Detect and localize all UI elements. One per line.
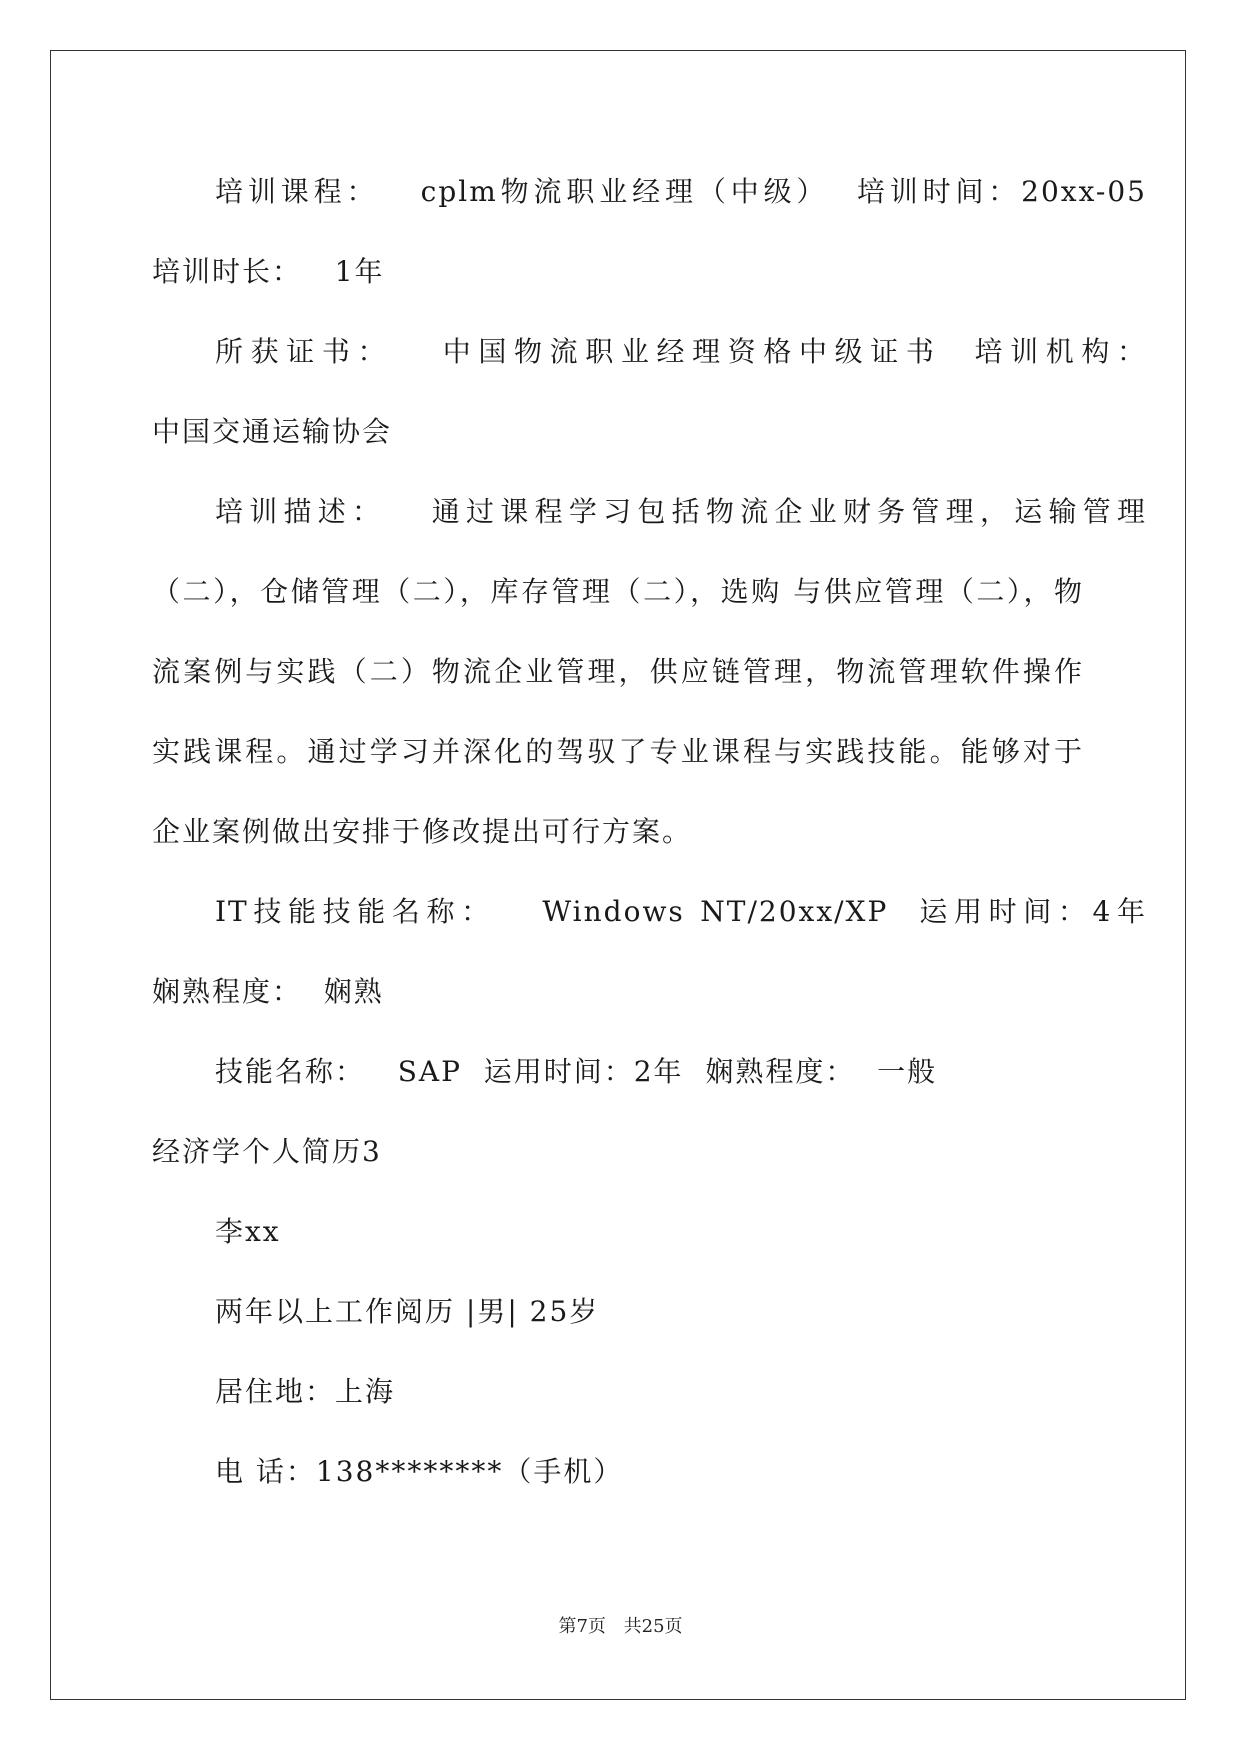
training-course-line: 培训课程： cplm物流职业经理（中级） 培训时间：20xx-05	[215, 175, 1147, 208]
section-heading: 经济学个人简历3	[152, 1135, 382, 1168]
candidate-name: 李xx	[215, 1215, 281, 1248]
training-description-line: 企业案例做出安排于修改提出可行方案。	[152, 815, 693, 848]
training-description-line: 实践课程。通过学习并深化的驾驭了专业课程与实践技能。能够对于	[152, 735, 1084, 768]
page-number: 第7页	[558, 1616, 606, 1637]
training-description-line: 培训描述： 通过课程学习包括物流企业财务管理，运输管理	[215, 495, 1147, 528]
phone-line: 电 话：138********（手机）	[215, 1455, 624, 1488]
it-skill-line: IT技能技能名称： Windows NT/20xx/XP 运用时间：4年	[215, 895, 1147, 928]
residence-line: 居住地：上海	[215, 1375, 396, 1408]
certificate-line: 所获证书： 中国物流职业经理资格中级证书 培训机构：	[215, 335, 1147, 368]
proficiency-line: 娴熟程度： 娴熟	[152, 975, 384, 1008]
training-description-line: （二），仓储管理（二），库存管理（二），选购 与供应管理（二），物	[152, 575, 1084, 608]
candidate-summary: 两年以上工作阅历 |男| 25岁	[215, 1295, 600, 1328]
page-footer	[0, 1615, 1241, 1639]
page-total: 共25页	[623, 1616, 683, 1637]
training-description-line: 流案例与实践（二）物流企业管理，供应链管理，物流管理软件操作	[152, 655, 1084, 688]
institution-line: 中国交通运输协会	[152, 415, 393, 448]
training-duration-line: 培训时长： 1年	[152, 255, 385, 288]
skill-sap-line: 技能名称： SAP 运用时间：2年 娴熟程度： 一般	[215, 1055, 938, 1088]
